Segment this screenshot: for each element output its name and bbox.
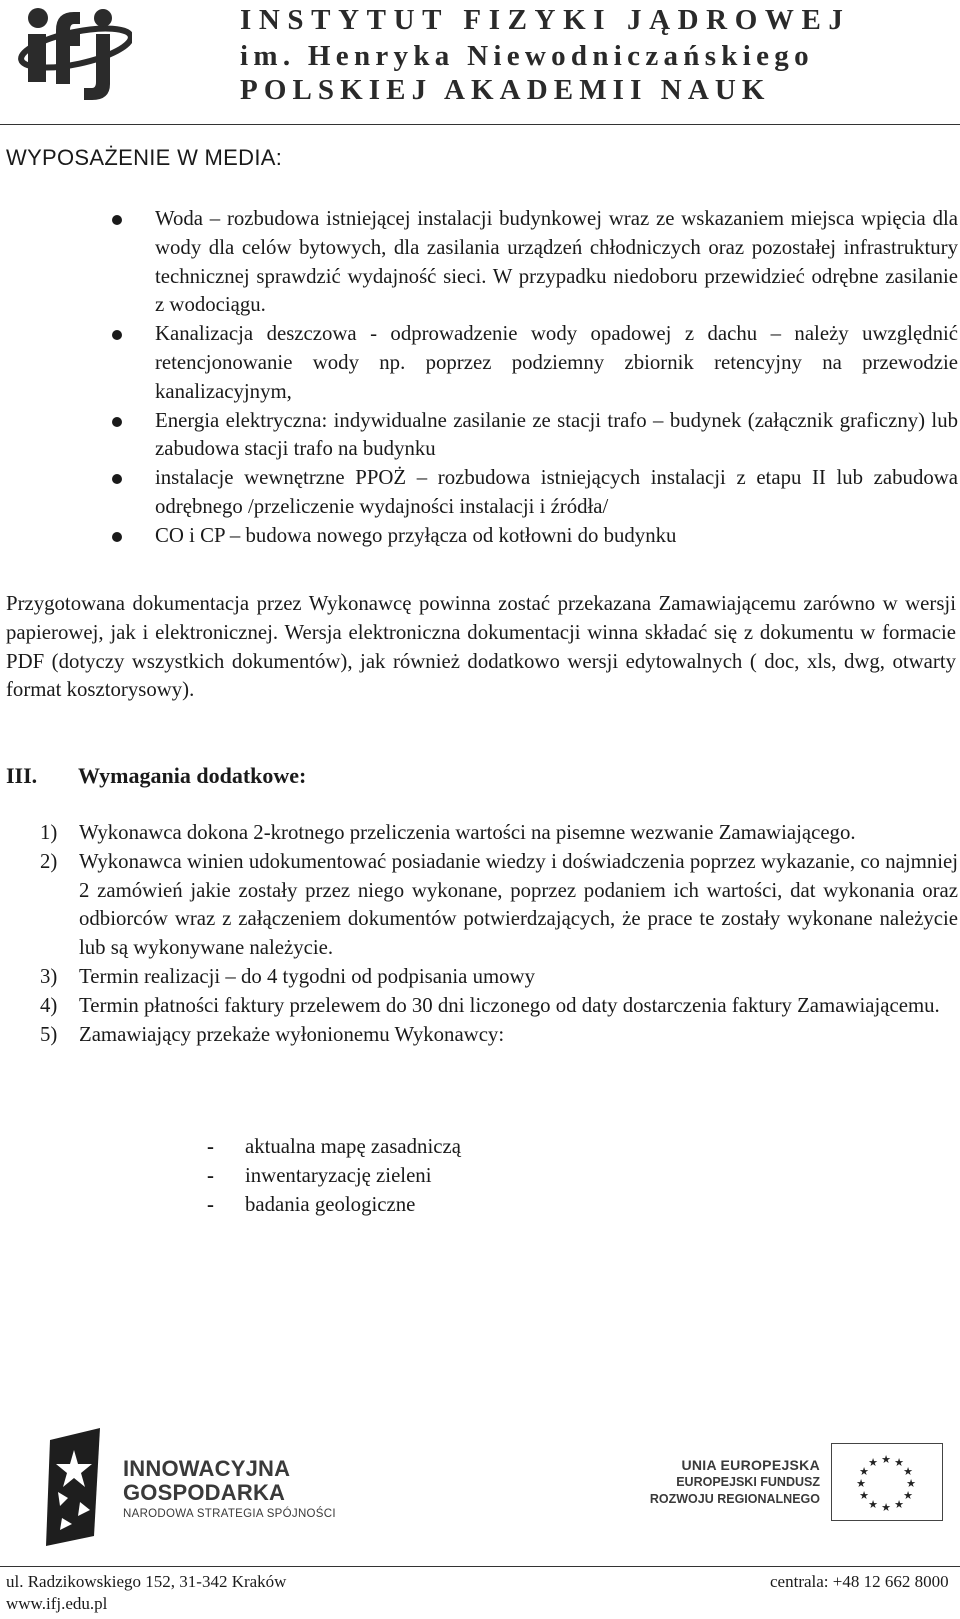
- list-number: 1): [40, 821, 58, 844]
- footer-divider: [0, 1566, 960, 1567]
- footer-address: ul. Radzikowskiego 152, 31-342 Kraków: [6, 1572, 287, 1591]
- list-number: 3): [40, 964, 58, 988]
- ig-line2: GOSPODARKA: [123, 1480, 286, 1505]
- list-item: - aktualna mapę zasadniczą: [207, 1133, 461, 1162]
- requirements-list: [40, 819, 958, 1049]
- bullet-icon: [112, 330, 122, 340]
- dash-marker: -: [207, 1135, 214, 1158]
- list-number: 5): [40, 1022, 58, 1046]
- bullet-icon: [112, 417, 122, 427]
- innowacyjna-gospodarka-logo-icon: [44, 1428, 106, 1546]
- list-number: 2): [40, 849, 58, 873]
- list-item: 2) Wykonawca winien udokumentować posiadanie wiedzy i doświadczenia poprzez wykazanie, co najmniej 2 zamówień jakie zostały przez niego wykonane, poprzez podaniem ich wartości, dat wykonania oraz odbiorców wraz z załączeniem dokumentów potwierdzających, że prace te zostały wykonane należycie lub są wykonywane należycie.: [40, 849, 958, 960]
- svg-text:★: ★: [881, 1453, 891, 1466]
- list-number: 4): [40, 993, 58, 1017]
- section-number: III.: [6, 763, 38, 788]
- ue-line1: UNIA EUROPEJSKA: [681, 1457, 820, 1473]
- documentation-paragraph: Przygotowana dokumentacja przez Wykonawcę powinna zostać przekazana Zamawiającemu zarówno w wersji papierowej, jak i elektronicznej. Wersja elektroniczna dokumentacji winna składać się z dokumentu w formacie PDF (dotyczy wszystkich dokumentów), jak również dodatkowo wersji edytowalnych ( doc, xls, dwg, otwarty format kosztorysowy).: [6, 592, 956, 702]
- list-item: 4) Termin płatności faktury przelewem do 30 dni liczonego od daty dostarczenia faktury Zamawiającemu.: [40, 992, 958, 1021]
- bullet-item: Kanalizacja deszczowa - odprowadzenie wody opadowej z dachu – należy uwzględnić retencjonowanie wody np. poprzez podziemny zbiornik retencyjny na przewodzie kanalizacyjnym,: [112, 320, 958, 406]
- svg-text:★: ★: [903, 1465, 913, 1478]
- ig-line1: INNOWACYJNA: [123, 1456, 291, 1481]
- innowacyjna-gospodarka-text: [123, 1457, 336, 1523]
- svg-text:★: ★: [903, 1489, 913, 1502]
- list-item: - badania geologiczne: [207, 1191, 461, 1220]
- media-bullet-list: [112, 205, 958, 551]
- svg-text:★: ★: [859, 1465, 869, 1478]
- dash-marker: -: [207, 1192, 214, 1216]
- institute-name-line2: im. Henryka Niewodniczańskiego: [240, 40, 814, 72]
- ig-line3: NARODOWA STRATEGIA SPÓJNOŚCI: [123, 1508, 336, 1520]
- svg-text:★: ★: [868, 1456, 878, 1469]
- bullet-icon: [112, 532, 122, 542]
- section-label-media: WYPOSAŻENIE W MEDIA:: [6, 145, 283, 170]
- footer-phone: centrala: +48 12 662 8000: [770, 1572, 949, 1591]
- bullet-item: instalacje wewnętrzne PPOŻ – rozbudowa istniejących instalacji z etapu II lub zabudowa odrębnego /przeliczenie wydajności instalacji i źródła/: [112, 464, 958, 522]
- list-item: 1) Wykonawca dokona 2-krotnego przeliczenia wartości na pisemne wezwanie Zamawiającego.: [40, 819, 958, 848]
- list-item: 5) Zamawiający przekaże wyłonionemu Wykonawcy:: [40, 1021, 958, 1050]
- bullet-icon: [112, 215, 122, 225]
- list-item: - inwentaryzację zieleni: [207, 1162, 461, 1191]
- bullet-icon: [112, 474, 122, 484]
- dash-marker: -: [207, 1163, 214, 1187]
- list-item: 3) Termin realizacji – do 4 tygodni od podpisania umowy: [40, 963, 958, 992]
- eu-flag-icon: [831, 1443, 943, 1521]
- svg-text:★: ★: [859, 1489, 869, 1502]
- ue-line3: ROZWOJU REGIONALNEGO: [649, 1492, 820, 1506]
- institute-name-line3: POLSKIEJ AKADEMII NAUK: [240, 74, 771, 106]
- svg-text:★: ★: [868, 1498, 878, 1511]
- ue-line2: EUROPEJSKI FUNDUSZ: [676, 1475, 820, 1489]
- bullet-item: CO i CP – budowa nowego przyłącza od kotłowni do budynku: [112, 522, 958, 551]
- svg-text:★: ★: [894, 1498, 904, 1511]
- section-title: Wymagania dodatkowe:: [78, 763, 307, 788]
- footer-website: www.ifj.edu.pl: [6, 1594, 108, 1613]
- bullet-item: Woda – rozbudowa istniejącej instalacji budynkowej wraz ze wskazaniem miejsca wpięcia dla wody dla celów bytowych, dla zasilania urządzeń chłodniczych oraz pozostałej infrastruktury technicznej sprawdzić wydajność sieci. W przypadku niedoboru przewidzieć odrębne zasilanie z wodociągu.: [112, 205, 958, 320]
- svg-text:★: ★: [894, 1456, 904, 1469]
- provided-materials-list: [207, 1133, 461, 1219]
- bullet-item: Energia elektryczna: indywidualne zasilanie ze stacji trafo – budynek (załącznik graficzny) lub zabudowa stacji trafo na budynku: [112, 407, 958, 465]
- institute-name-line1: INSTYTUT FIZYKI JĄDROWEJ: [240, 4, 851, 36]
- ifj-logo: [14, 4, 132, 102]
- svg-text:★: ★: [906, 1477, 916, 1490]
- eu-text: [640, 1457, 820, 1508]
- svg-text:★: ★: [881, 1501, 891, 1514]
- header-divider: [0, 124, 960, 125]
- svg-text:★: ★: [856, 1477, 866, 1490]
